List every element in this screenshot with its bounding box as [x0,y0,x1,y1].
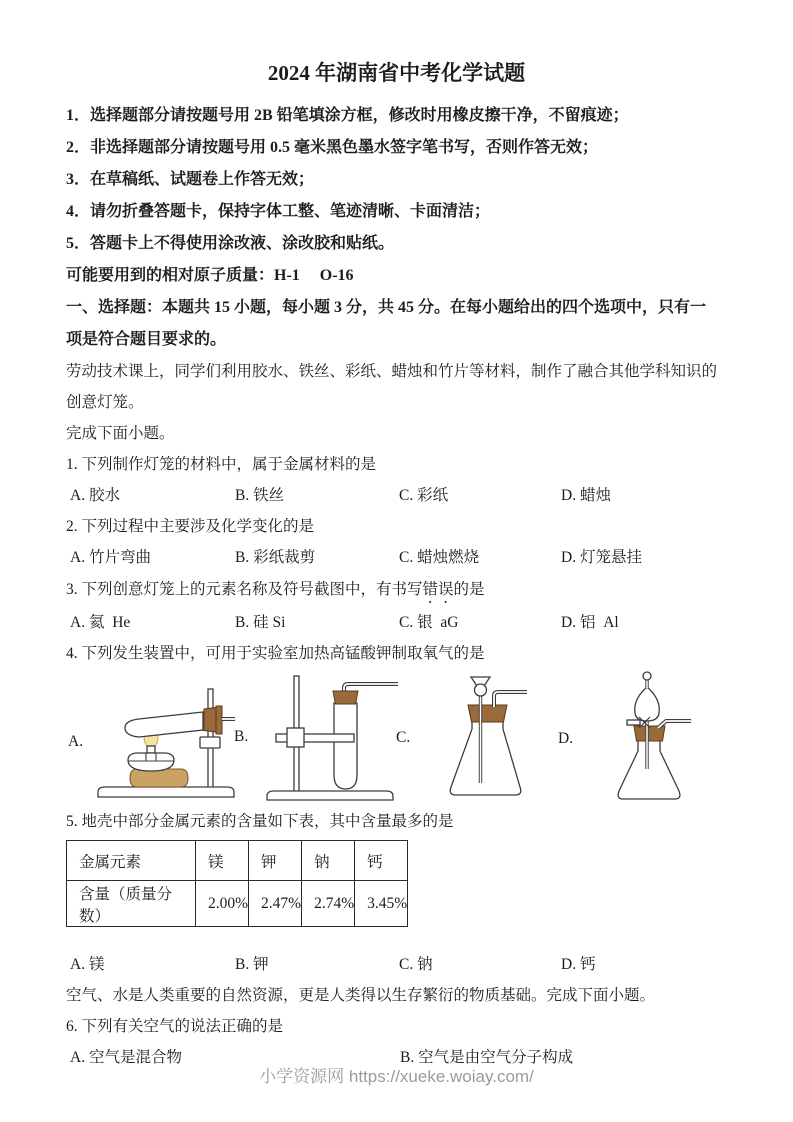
section-header-line2: 项是符合题目要求的。 [66,331,227,348]
atomic-mass-note: 可能要用到的相对原子质量：H-1 O-16 [66,267,354,284]
question-4-figures [66,671,727,806]
section-header-line1: 一、选择题：本题共 15 小题，每小题 3 分，共 45 分。在每小题给出的四个选项中，只有一 [66,299,707,316]
question-5-text: 5. 地壳中部分金属元素的含量如下表，其中含量最多的是 [66,813,454,830]
flask-separating-funnel-apparatus-icon [581,671,711,806]
question-5-options [66,949,727,980]
figure-a-label: A. [68,733,84,750]
figure-option-c [396,673,548,803]
question-3-text-before: 3. 下列创意灯笼上的元素名称及符号截图中，有书写 [66,581,423,598]
question-5-option-c: C. 钠 [399,956,433,973]
question-2-option-b: B. 彩纸裁剪 [235,549,316,566]
question-3-options [66,607,727,638]
table-header-sodium: 钠 [302,841,355,881]
page-title: 2024 年湖南省中考化学试题 [267,61,526,85]
question-5-option-d: D. 钙 [561,956,596,973]
question-1-options [66,480,727,511]
table-header-potassium: 钾 [249,841,302,881]
table-cell-magnesium-value: 2.00% [196,881,249,927]
question-2-option-a: A. 竹片弯曲 [70,549,151,566]
spacer [66,927,727,949]
upright-test-tube-apparatus-icon [256,671,406,802]
question-2-options [66,542,727,573]
instruction-1: 1．选择题部分请按题号用 2B 铅笔填涂方框，修改时用橡皮擦干净，不留痕迹； [66,107,629,124]
question-1-text: 1. 下列制作灯笼的材料中，属于金属材料的是 [66,456,377,473]
question-3-emphasized-word: 错误 [422,581,454,598]
question-3-option-a: A. 氦 He [70,614,131,631]
watermark-footer: 小学资源网 https://xueke.woiay.com/ [259,1067,534,1086]
question-5-option-b: B. 钾 [235,956,269,973]
instruction-5: 5．答题卡上不得使用涂改液、涂改胶和贴纸。 [66,235,395,252]
question-2-option-c: C. 蜡烛燃烧 [399,549,480,566]
question-3-option-d: D. 铝 Al [561,614,619,631]
figure-d-label: D. [558,729,574,747]
table-cell-calcium-value: 3.45% [355,881,408,927]
lantern-intro-line1: 劳动技术课上，同学们利用胶水、铁丝、彩纸、蜡烛和竹片等材料，制作了融合其他学科知识的创意灯笼。 [66,363,718,411]
question-2-option-d: D. 灯笼悬挂 [561,549,642,566]
figure-b-label: B. [234,727,249,745]
table-header-row [67,841,408,881]
question-3-option-b: B. 硅 Si [235,614,286,631]
table-data-row [67,881,408,927]
question-6-option-a: A. 空气是混合物 [70,1049,182,1066]
figure-option-b [234,671,406,802]
table-header-magnesium: 镁 [196,841,249,881]
figure-option-d [558,671,711,806]
alcohol-lamp-test-tube-apparatus-icon [91,683,241,801]
question-1-option-a: A. 胶水 [70,487,120,504]
table-header-metal-element: 金属元素 [67,841,196,881]
question-6-text: 6. 下列有关空气的说法正确的是 [66,1018,284,1035]
question-4-text: 4. 下列发生装置中，可用于实验室加热高锰酸钾制取氧气的是 [66,645,485,662]
question-1-option-b: B. 铁丝 [235,487,285,504]
question-1-option-c: C. 彩纸 [399,487,449,504]
table-cell-sodium-value: 2.74% [302,881,355,927]
metal-content-table [66,840,408,927]
table-header-calcium: 钙 [355,841,408,881]
figure-c-label: C. [396,729,411,746]
instruction-4: 4．请勿折叠答题卡，保持字体工整、笔迹清晰、卡面清洁； [66,203,491,220]
instruction-3: 3．在草稿纸、试题卷上作答无效； [66,171,315,188]
question-3-text-after: 的是 [453,581,485,598]
flask-thistle-funnel-apparatus-icon [418,673,548,803]
lantern-intro-line2: 完成下面小题。 [66,425,175,442]
question-1-option-d: D. 蜡烛 [561,487,611,504]
question-2-text: 2. 下列过程中主要涉及化学变化的是 [66,518,315,535]
question-5-option-a: A. 镁 [70,956,105,973]
question-3-text [66,573,727,607]
table-cell-content-label: 含量（质量分数） [67,881,196,927]
instruction-2: 2．非选择题部分请按题号用 0.5 毫米黑色墨水签字笔书写，否则作答无效； [66,139,599,156]
table-cell-potassium-value: 2.47% [249,881,302,927]
question-6-option-b: B. 空气是由空气分子构成 [400,1049,574,1066]
air-water-intro: 空气、水是人类重要的自然资源，更是人类得以生存繁衍的物质基础。完成下面小题。 [66,987,656,1004]
question-3-option-c: C. 银 aG [399,614,459,631]
figure-option-a [68,683,241,801]
